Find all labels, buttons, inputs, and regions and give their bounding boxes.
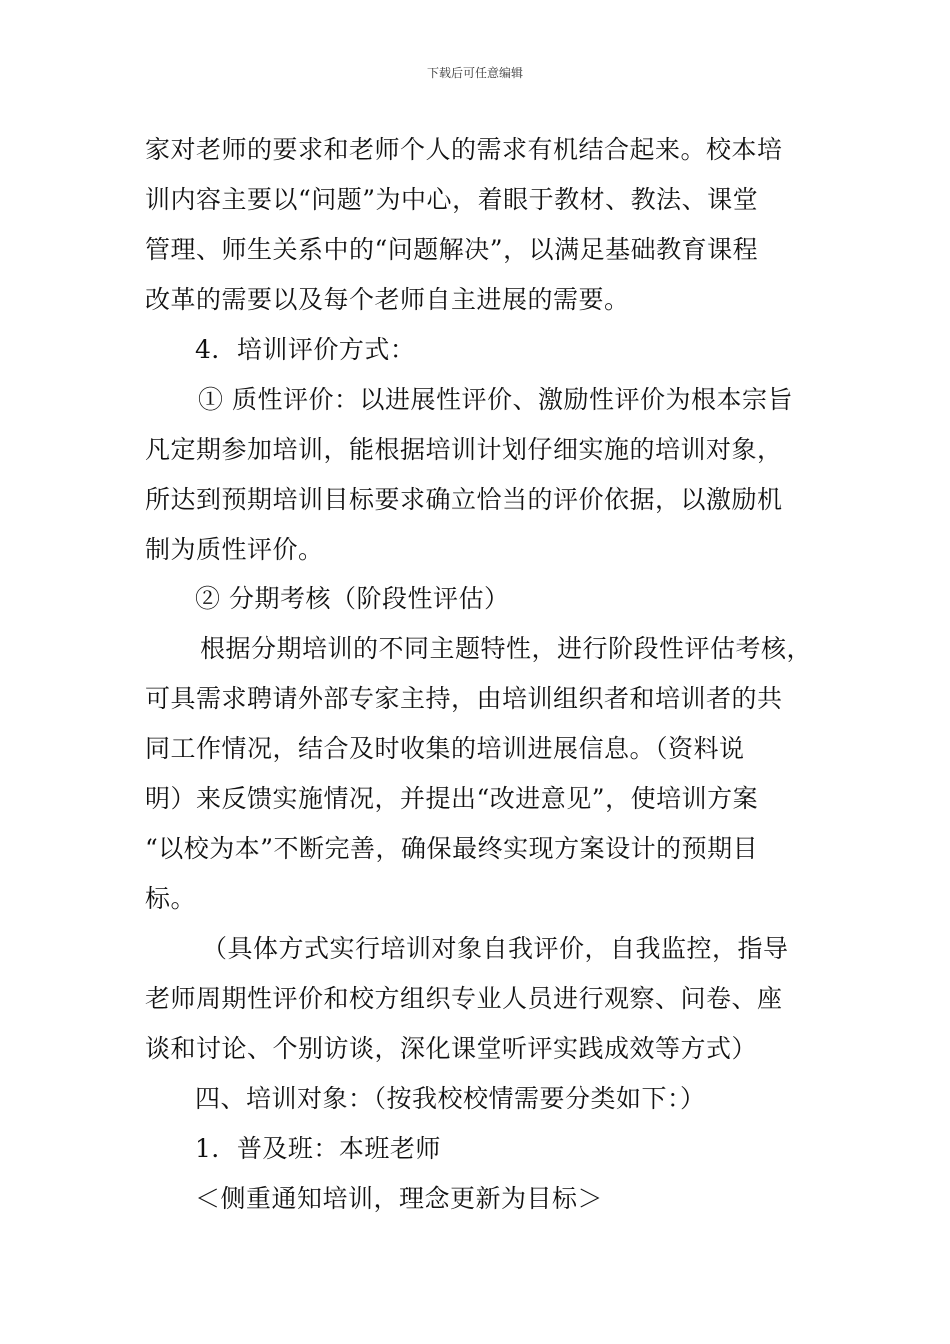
section-heading: 4．培训评价方式： bbox=[195, 335, 416, 364]
section-heading: 四、培训对象：（按我校校情需要分类如下：） bbox=[195, 1084, 706, 1113]
paragraph-line: 同工作情况，结合及时收集的培训进展信息。（资料说 bbox=[145, 734, 745, 763]
paragraph-line: 明）来反馈实施情况，并提出“改进意见”，使培训方案 bbox=[145, 784, 759, 813]
list-item-heading: ① 质性评价：以进展性评价、激励性评价为根本宗旨 bbox=[198, 385, 793, 414]
list-item-note: ＜侧重通知培训，理念更新为目标＞ bbox=[195, 1184, 604, 1213]
paragraph-line: 改革的需要以及每个老师自主进展的需要。 bbox=[145, 285, 630, 314]
paragraph-line: 家对老师的要求和老师个人的需求有机结合起来。校本培 bbox=[145, 135, 783, 164]
paragraph-line: 可具需求聘请外部专家主持，由培训组织者和培训者的共 bbox=[145, 684, 783, 713]
paragraph-line: 制为质性评价。 bbox=[145, 535, 324, 564]
paragraph-line: 凡定期参加培训，能根据培训计划仔细实施的培训对象， bbox=[145, 435, 783, 464]
list-item-heading: ② 分期考核（阶段性评估） bbox=[195, 584, 510, 613]
paragraph-line: 管理、师生关系中的“问题解决”，以满足基础教育课程 bbox=[145, 235, 759, 264]
paragraph-line: 所达到预期培训目标要求确立恰当的评价依据，以激励机 bbox=[145, 485, 783, 514]
paragraph-line: 训内容主要以“问题”为中心，着眼于教材、教法、课堂 bbox=[145, 185, 759, 214]
paragraph-line: 老师周期性评价和校方组织专业人员进行观察、问卷、座 bbox=[145, 984, 783, 1013]
paragraph-line: 标。 bbox=[145, 884, 197, 913]
paragraph-line: 根据分期培训的不同主题特性，进行阶段性评估考核， bbox=[200, 634, 813, 663]
list-item: 1．普及班：本班老师 bbox=[195, 1134, 441, 1163]
paragraph-line: （具体方式实行培训对象自我评价，自我监控，指导 bbox=[202, 934, 789, 963]
paragraph-line: “以校为本”不断完善，确保最终实现方案设计的预期目 bbox=[145, 834, 759, 863]
page-header: 下载后可任意编辑 bbox=[426, 66, 523, 80]
paragraph-line: 谈和讨论、个别访谈，深化课堂听评实践成效等方式） bbox=[145, 1034, 758, 1063]
